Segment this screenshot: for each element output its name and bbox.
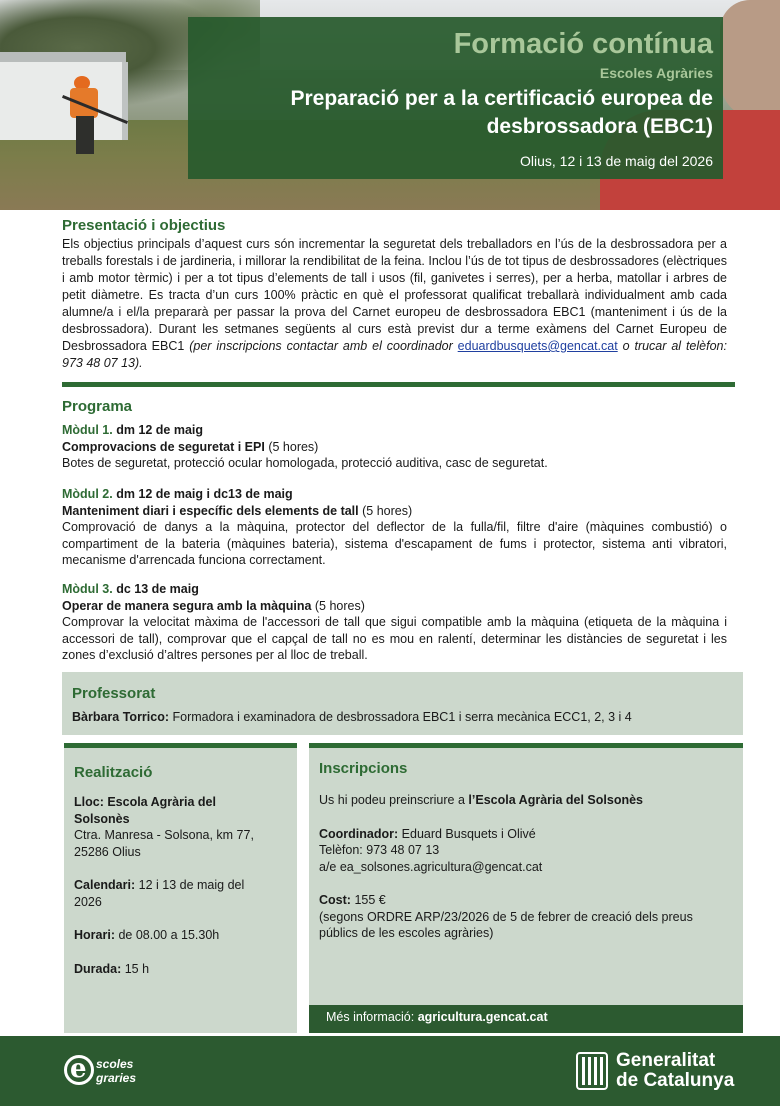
logo-word-agraries: graries	[96, 1071, 137, 1085]
inscripcions-box	[309, 743, 743, 1033]
footer-bar	[0, 1036, 780, 1106]
module-description: Botes de seguretat, protecció ocular homologada, protecció auditiva, casc de seguretat.	[62, 456, 548, 470]
more-info-line	[326, 1007, 548, 1027]
module-date: dm 12 de maig	[116, 423, 204, 437]
school-name: l’Escola Agrària del Solsonès	[468, 793, 644, 807]
module-2	[62, 486, 727, 569]
hero-title-box	[188, 17, 723, 179]
coordinator-block	[319, 826, 729, 876]
realitzacio-box	[64, 743, 297, 1033]
program-title: Programa	[62, 398, 133, 415]
module-header	[62, 422, 727, 439]
module-label: Mòdul 2.	[62, 487, 113, 501]
horari-value: de 08.00 a 15.30h	[118, 928, 220, 942]
module-name: Manteniment diari i específic dels elements de tall	[62, 503, 359, 518]
inscripcions-title: Inscripcions	[319, 760, 408, 777]
module-header	[62, 581, 727, 598]
module-date: dc 13 de maig	[116, 582, 199, 596]
durada-label: Durada:	[74, 961, 122, 976]
durada-value: 15 h	[124, 961, 150, 976]
course-date: Olius, 12 i 13 de maig del 2026	[519, 153, 713, 169]
module-description: Comprovació de danys a la màquina, protector del deflector de la fulla/fil, filtre d'aire (màquines combustió) o compartiment de la bateria (màquines bateria), sistema d'escapament de fums i protector, sistema anti vibratori, mecanisme d'arrencada funciona correctament.	[62, 520, 727, 567]
cost-block	[319, 892, 729, 942]
worker-figure	[66, 76, 106, 156]
worker-legs	[76, 116, 94, 154]
teacher-description: Formadora i examinadora de desbrossadora EBC1 i serra mecànica ECC1, 2, 3 i 4	[172, 710, 632, 724]
module-name: Operar de manera segura amb la màquina	[62, 598, 312, 613]
calendari-block	[74, 877, 264, 910]
module-1	[62, 422, 727, 472]
professorat-entry	[72, 710, 632, 724]
module-label: Mòdul 1.	[62, 423, 113, 437]
coordinator-name: Eduard Busquets i Olivé	[401, 826, 536, 841]
calendari-value: 12 i 13 de maig del 2026	[74, 878, 245, 909]
inscripcions-content	[319, 792, 729, 959]
logo-word-escoles: scoles	[96, 1057, 134, 1071]
person-face	[720, 0, 780, 120]
more-info-link[interactable]: agricultura.gencat.cat	[417, 1010, 548, 1024]
section-divider	[62, 382, 735, 387]
hero-title: Formació contínua	[453, 28, 713, 60]
hero-subtitle: Escoles Agràries	[599, 65, 713, 81]
module-date: dm 12 de maig i dc13 de maig	[116, 487, 293, 501]
preinscription-line	[319, 792, 729, 809]
generalitat-line2: de Catalunya	[616, 1070, 735, 1091]
coordinator-label: Coordinador:	[319, 826, 399, 841]
more-info-label: Més informació:	[326, 1010, 415, 1024]
module-name: Comprovacions de seguretat i EPI	[62, 439, 265, 454]
professorat-title: Professorat	[72, 685, 156, 702]
coordinator-phone: Telèfon: 973 48 07 13	[319, 843, 440, 857]
realitzacio-title: Realització	[74, 764, 153, 781]
module-hours: (5 hores)	[362, 503, 413, 518]
cost-label: Cost:	[319, 893, 351, 907]
cost-value: 155 €	[354, 893, 386, 907]
generalitat-logo	[576, 1050, 746, 1094]
shed	[0, 62, 128, 140]
presentation-text: Els objectius principals d’aquest curs són incrementar la seguretat dels treballadors en l’ús de la desbrossadora per a treballs forestals i de jardineria, i millorar la rendibilitat de la feina. Inclou l’ús de tot tipus de desbrossadores (elèctriques i amb motor tèrmic) i per a tot tipus d’elements de tall i usos (fil, ganivetes i serres), per a herba, matollar i arbres de petit diàmetre. Es tracta d’un curs 100% pràctic en què el professorat qualificat treballarà individualment amb cada alumne/a i el/la prepararà per passar la prova del Carnet europeu de desbrossadora EBC1 (manteniment i ús de la desbrossadora). Durant les setmanes següents al curs està previst dur a terme exàmens del Carnet Europeu de Desbrossadora EBC1	[62, 237, 727, 353]
module-description: Comprovar la velocitat màxima de l'accessori de tall que sigui compatible amb la màquina (etiqueta de la màquina i accessori de tall), comprovar que el capçal de tall no es mou en ralentí, determinar les distàncies de seguretat i les zones d’exclusió d’altres persones per al lloc de treball.	[62, 615, 727, 662]
header-banner	[0, 0, 780, 210]
preinscription-intro: Us hi podeu preinscriure a	[319, 793, 465, 807]
durada-block	[74, 961, 264, 978]
coordinator-email-link[interactable]: eduardbusquets@gencat.cat	[457, 339, 618, 353]
module-header	[62, 486, 727, 503]
presentation-body	[62, 236, 727, 372]
logo-e: e	[70, 1054, 87, 1084]
module-label: Mòdul 3.	[62, 582, 113, 596]
module-hours: (5 hores)	[268, 439, 319, 454]
generalitat-line1: Generalitat	[616, 1050, 716, 1071]
calendari-label: Calendari:	[74, 878, 136, 892]
coordinator-email: a/e ea_solsones.agricultura@gencat.cat	[319, 859, 543, 874]
lloc-label: Lloc: Escola Agrària del Solsonès	[74, 795, 216, 826]
module-hours: (5 hores)	[314, 598, 365, 613]
cost-note: (segons ORDRE ARP/23/2026 de 5 de febrer de creació dels preus públics de les escoles agràries)	[319, 909, 693, 940]
lloc-value: Ctra. Manresa - Solsona, km 77, 25286 Olius	[74, 828, 254, 859]
professorat-box	[62, 672, 743, 735]
more-info-bar	[309, 1005, 743, 1033]
module-name-line	[62, 503, 727, 520]
horari-block	[74, 927, 264, 944]
presentation-note-prefix: (per inscripcions contactar amb el coordinador	[189, 339, 453, 353]
horari-label: Horari:	[74, 928, 115, 942]
generalitat-shield-icon	[576, 1052, 608, 1090]
module-name-line	[62, 439, 727, 456]
lloc-block	[74, 794, 264, 860]
realitzacio-content	[74, 794, 264, 994]
presentation-title: Presentació i objectius	[62, 217, 226, 234]
module-name-line	[62, 598, 727, 615]
presentation-note-suffix: o trucar al telèfon: 973 48 07 13).	[62, 339, 727, 370]
module-3	[62, 581, 727, 664]
teacher-name: Bàrbara Torrico:	[72, 710, 170, 724]
course-title: Preparació per a la certificació europea de desbrossadora (EBC1)	[290, 87, 713, 138]
escoles-agraries-logo	[64, 1051, 154, 1091]
